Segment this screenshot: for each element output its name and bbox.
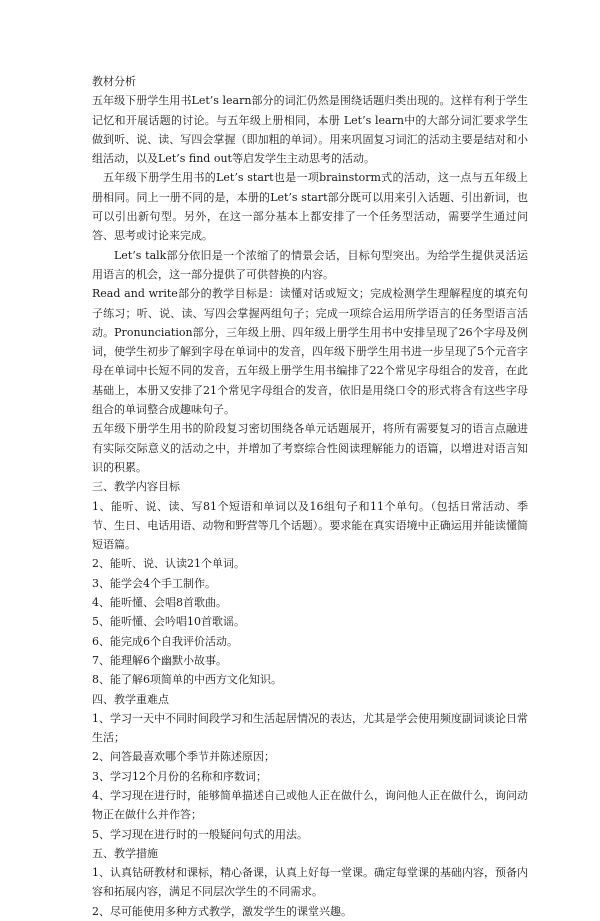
list-item: 1、学习一天中不同时间段学习和生活起居情况的表达，尤其是学会使用频度副词谈论日常生活； [92,711,528,745]
list-item: 7、能理解6个幽默小故事。 [92,653,227,667]
list-item: 2、能听、说、认读21个单词。 [92,557,245,571]
list-item: 1、认真钻研教材和课标，精心备课，认真上好每一堂课。确定每堂课的基础内容，预备内容和拓展内容，满足不同层次学生的不同需求。 [92,866,528,899]
list-item: 2、尽可能使用多种方式教学，激发学生的课堂兴趣。 [92,904,352,918]
list-item: 3、学习12个月份的名称和序数词； [92,769,267,783]
list-item: 4、学习现在进行时，能够简单描述自己或他人正在做什么，询问他人正在做什么，询问动物正在做什么并作答； [92,788,528,822]
analysis-paragraph-4: Read and write部分的教学目标是：读懂对话或短文；完成检测学生理解程度的填充句子练习；听、说、读、写四会掌握两组句子；完成一项综合运用所学语言的任务型语言活动。Pronunciation部分，三年级上册、四年级上册学生用书中安排呈现了26个字母及例词，使学生初步了解到字母在单词中的发音，四年级下册学生用书进一步呈现了5个元音字母在单词中长短不同的发音，五年级上册学生用书编排了22个常见字母组合的发音，在此基础上，本册又安排了21个常见字母组合的发音，依旧是用绕口令的形式将含有这些字母组合的单词整合成趣味句子。 [92,287,528,417]
list-item: 5、能听懂、会吟唱10首歌谣。 [92,615,245,629]
list-item: 2、问答最喜欢哪个季节并陈述原因； [92,750,275,764]
list-item: 6、能完成6个自我评价活动。 [92,634,238,648]
section-heading-measures: 五、教学措施 [92,846,158,860]
analysis-paragraph-2: 五年级下册学生用书的Let’s start也是一项brainstorm式的活动，这一点与五年级上册相同。同上一册不同的是，本册的Let’s start部分既可以用来引入话题、引出新词，也可以引出新句型。另外，在这一部分基本上都安排了一个任务型活动，需要学生通过问答、思考或讨论来完成。 [92,171,528,243]
analysis-paragraph-3: Let’s talk部分依旧是一个浓缩了的情景会话，目标句型突出。为给学生提供灵活运用语言的机会，这一部分提供了可供替换的内容。 [92,248,528,281]
document-title: 教材分析 [92,75,136,88]
list-item: 8、能了解6项简单的中西方文化知识。 [92,673,282,687]
analysis-paragraph-1: 五年级下册学生用书Let’s learn部分的词汇仍然是围绕话题归类出现的。这样有利于学生记忆和开展话题的讨论。与五年级上册相同，本册 Let’s learn中的大部分词汇要求学生做到听、说、读、写四会掌握（即加粗的单词）。用来巩固复习词汇的活动主要是结对和小组活动，以及Let’s find out等启发学生主动思考的活动。 [92,94,528,166]
list-item: 1、能听、说、读、写81个短语和单词以及16组句子和11个单句。（包括日常活动、季节、生日、电话用语、动物和野营等几个话题）。要求能在真实语境中正确运用并能读懂简短语篇。 [92,499,528,552]
list-item: 3、能学会4个手工制作。 [92,576,216,590]
list-item: 5、学习现在进行时的一般疑问句式的用法。 [92,827,308,841]
section-heading-content-goals: 三、教学内容目标 [92,480,180,494]
document-page [92,72,528,921]
list-item: 4、能听懂、会唱8首歌曲。 [92,596,227,610]
section-heading-key-points: 四、教学重难点 [92,692,169,706]
analysis-paragraph-5: 五年级下册学生用书的阶段复习密切围绕各单元话题展开，将所有需要复习的语言点融进有实际交际意义的活动之中，并增加了考察综合性阅读理解能力的语篇，以增进对语言知识的积累。 [92,422,528,474]
